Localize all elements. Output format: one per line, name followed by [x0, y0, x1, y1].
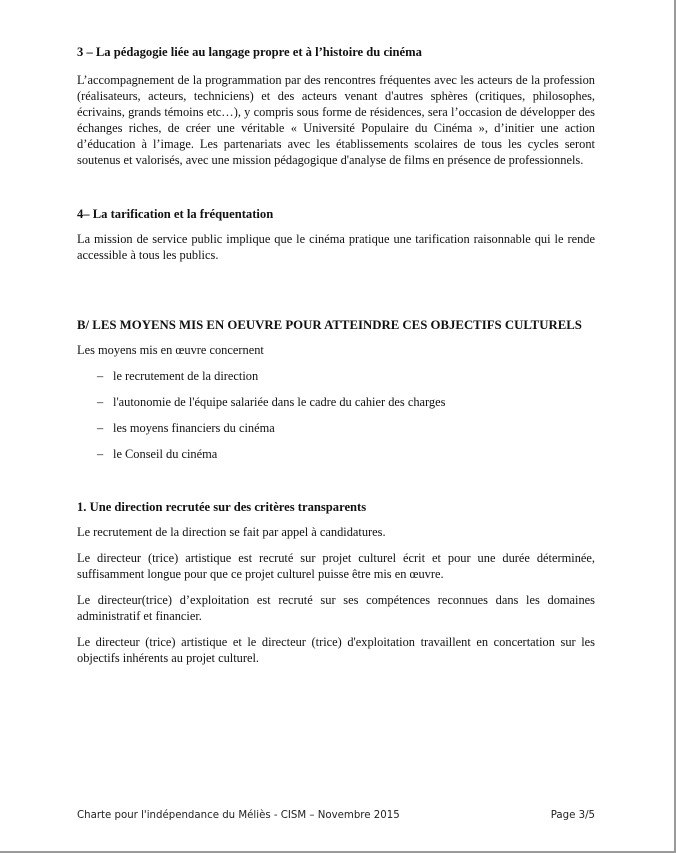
dash-bullet: – [97, 369, 104, 383]
page-footer [77, 810, 595, 821]
part-b-heading: B/ LES MOYENS MIS EN OEUVRE POUR ATTEINDRE CES OBJECTIFS CULTURELS [77, 318, 582, 332]
section-1-paragraph: Le directeur(trice) d’exploitation est recruté sur ses compétences reconnues dans les domaines administratif et financier. [77, 593, 595, 623]
document-body [77, 44, 595, 666]
list-item-text: le recrutement de la direction [113, 369, 259, 383]
means-list [77, 368, 595, 462]
section-3-heading: 3 – La pédagogie liée au langage propre et à l’histoire du cinéma [77, 45, 422, 59]
section-1-heading: 1. Une direction recrutée sur des critères transparents [77, 500, 367, 514]
list-item-text: le Conseil du cinéma [113, 447, 218, 461]
section-4-heading: 4– La tarification et la fréquentation [77, 207, 274, 221]
part-b-intro: Les moyens mis en œuvre concernent [77, 343, 264, 357]
list-item [77, 420, 595, 436]
list-item [77, 446, 595, 462]
list-item-text: l'autonomie de l'équipe salariée dans le cadre du cahier des charges [113, 395, 446, 409]
section-4-paragraph: La mission de service public implique que le cinéma pratique une tarification raisonnable qui le rende accessible à tous les publics. [77, 232, 595, 262]
dash-bullet: – [97, 395, 104, 409]
section-1-paragraph: Le directeur (trice) artistique est recruté sur projet culturel écrit et pour une durée déterminée, suffisamment longue pour que ce projet culturel puisse être mis en œuvre. [77, 551, 595, 581]
section-1-paragraph: Le directeur (trice) artistique et le directeur (trice) d'exploitation travaillent en concertation sur les objectifs inhérents au projet culturel. [77, 635, 595, 665]
dash-bullet: – [97, 447, 104, 461]
list-item [77, 368, 595, 384]
section-1-paragraph: Le recrutement de la direction se fait par appel à candidatures. [77, 525, 386, 539]
section-3-paragraph: L’accompagnement de la programmation par des rencontres fréquentes avec les acteurs de la profession (réalisateurs, acteurs, techniciens) et des acteurs venant d'autres sphères (critiques, philosophes, écrivains, grands témoins etc…), y compris sous forme de résidences, sera l’occasion de développer des échanges riches, de créer une véritable « Université Populaire du Cinéma », d’initier une action d’éducation à l’image. Les partenariats avec les établissements scolaires de tous les cycles seront soutenus et valorisés, avec une mission pédagogique d'analyse de films en présence de professionnels. [77, 73, 595, 167]
footer-page-number: Page 3/5 [550, 810, 595, 821]
footer-document-title: Charte pour l'indépendance du Méliès - CISM – Novembre 2015 [77, 810, 400, 821]
dash-bullet: – [97, 421, 104, 435]
list-item [77, 394, 595, 410]
list-item-text: les moyens financiers du cinéma [113, 421, 275, 435]
